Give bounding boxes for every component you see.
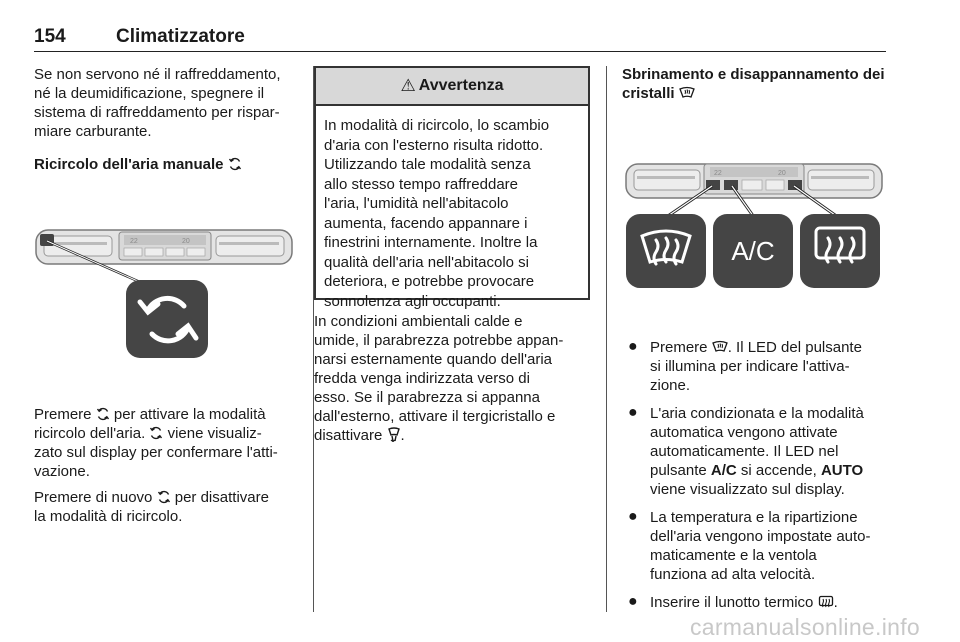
warning-text: In modalità di ricircolo, lo scambio d'aria con l'esterno risulta ridotto. Utilizzando tale modalità senza allo stesso tempo raffreddare l'aria, l'umidità nell'abitacolo aumenta, facendo appannare i finestrini internamente. Inoltre la qualità dell'aria nell'abitacolo si deteriora, e potrebbe provocare sonnolenza agli occupanti. [324,117,550,310]
list-item: ● L'aria condizionata e la modalità automatica vengono attivate automaticamente. Il LED nel pulsante A/C si accende, AUTO viene visualizzato sul display. [628,404,864,498]
recirculation-button-illustration [34,222,296,360]
defrost-buttons-illustration [622,158,884,290]
humid-conditions-paragraph: In condizioni ambientali calde e umide, il parabrezza potrebbe appan- narsi esternamente quando dell'aria fredda venga indirizzata verso di esso. Se il parabrezza si appanna dall'esterno, attivare il tergicristallo e disattivare . [314,313,564,444]
warning-header [316,68,588,106]
svg-text:22: 22 [130,238,138,245]
windshield-airflow-icon [387,427,401,442]
deactivate-recirculation-text: Premere di nuovo per disattivare la modalità di ricircolo. [34,489,269,525]
windshield-defrost-icon [712,340,728,354]
page-title: Climatizzatore [116,26,245,47]
defrost-heading: Sbrinamento e disappannamento dei cristalli [622,66,885,102]
header-rule [34,51,886,52]
list-item: ● Premere . Il LED del pulsante si illumina per indicare l'attiva- zione. [628,338,862,394]
watermark: carmanualsonline.info [689,614,920,640]
svg-text:22: 22 [714,170,722,177]
activate-recirculation-text: Premere per attivare la modalità ricircolo dell'aria. viene visualiz- zato sul display per confermare l'atti- vazione. [34,406,278,480]
intro-paragraph: Se non servono né il raffreddamento, né la deumidificazione, spegnere il sistema di raffreddamento per rispar- miare carburante. [34,66,281,140]
right-column-bullets [622,338,890,621]
middle-column [314,312,602,445]
ac-button-label: A/C [731,236,775,266]
recirculation-icon [228,157,242,171]
column-divider-2 [606,66,607,612]
right-column [622,65,890,103]
list-item: ● Inserire il lunotto termico . [628,593,838,611]
defrost-steps-list [622,338,890,612]
recirculation-icon [149,426,163,440]
warning-triangle-icon: ⚠ [400,76,416,95]
list-item: ● La temperatura e la ripartizione dell'aria vengono impostate auto- maticamente e la ventola funziona ad alta velocità. [628,508,871,583]
svg-text:20: 20 [182,238,190,245]
recirculation-button-large [126,280,208,358]
left-column [34,65,309,174]
recirculation-heading: Ricircolo dell'aria manuale [34,155,309,174]
warning-title: Avvertenza [418,77,504,94]
recirculation-icon [96,407,110,421]
rear-window-heater-icon [818,595,834,609]
recirculation-icon [157,490,171,504]
warning-box [314,66,590,310]
page-number: 154 [34,26,66,47]
windshield-defrost-icon [679,86,695,100]
svg-text:20: 20 [778,170,786,177]
left-column-lower [34,405,309,526]
